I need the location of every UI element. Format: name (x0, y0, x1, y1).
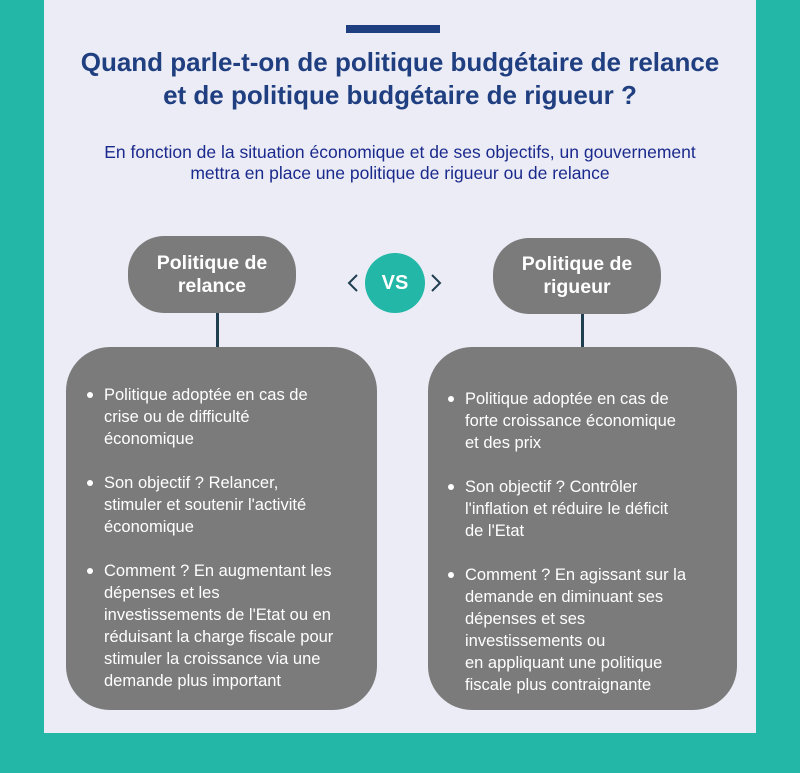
list-item: Comment ? En agissant sur la demande en diminuant ses dépenses et ses investissements ou en appliquant une politique fiscale plus contraignante (465, 564, 717, 696)
connector-line (581, 314, 584, 347)
subtitle-line: mettra en place une politique de rigueur ou de relance (190, 163, 610, 183)
connector-line (216, 313, 219, 347)
pill-title-line: rigueur (543, 276, 611, 298)
list-item: Politique adoptée en cas de crise ou de difficulté économique (104, 384, 357, 450)
relance-card (66, 347, 377, 710)
rigueur-card (428, 347, 737, 710)
list-item: Politique adoptée en cas de forte croissance économique et des prix (465, 388, 717, 454)
list-item: Son objectif ? Contrôler l'inflation et réduire le déficit de l'Etat (465, 476, 717, 542)
pill-title-line: Politique de (156, 251, 268, 274)
subtitle-line: En fonction de la situation économique et de ses objectifs, un gouvernement (104, 142, 696, 162)
title-line: et de politique budgétaire de rigueur ? (163, 80, 637, 110)
rigueur-title-pill (493, 238, 661, 314)
chevron-left-icon (346, 272, 360, 294)
page-subtitle (44, 142, 756, 184)
pill-title-line: relance (177, 274, 247, 297)
decorative-top-bar (346, 25, 440, 33)
vs-label: VS (381, 271, 409, 294)
relance-title-pill (128, 236, 296, 313)
vs-badge (365, 253, 425, 313)
list-item: Son objectif ? Relancer, stimuler et soutenir l'activité économique (104, 472, 357, 538)
pill-title-line: Politique de (521, 253, 633, 275)
title-line: Quand parle-t-on de politique budgétaire de relance (80, 47, 720, 77)
relance-list (104, 384, 357, 692)
rigueur-list (465, 388, 717, 696)
list-item: Comment ? En augmentant les dépenses et les investissements de l'Etat ou en réduisant la charge fiscale pour stimuler la croissance via une demande plus important (104, 560, 357, 692)
page-title (44, 46, 756, 112)
chevron-right-icon (429, 272, 443, 294)
